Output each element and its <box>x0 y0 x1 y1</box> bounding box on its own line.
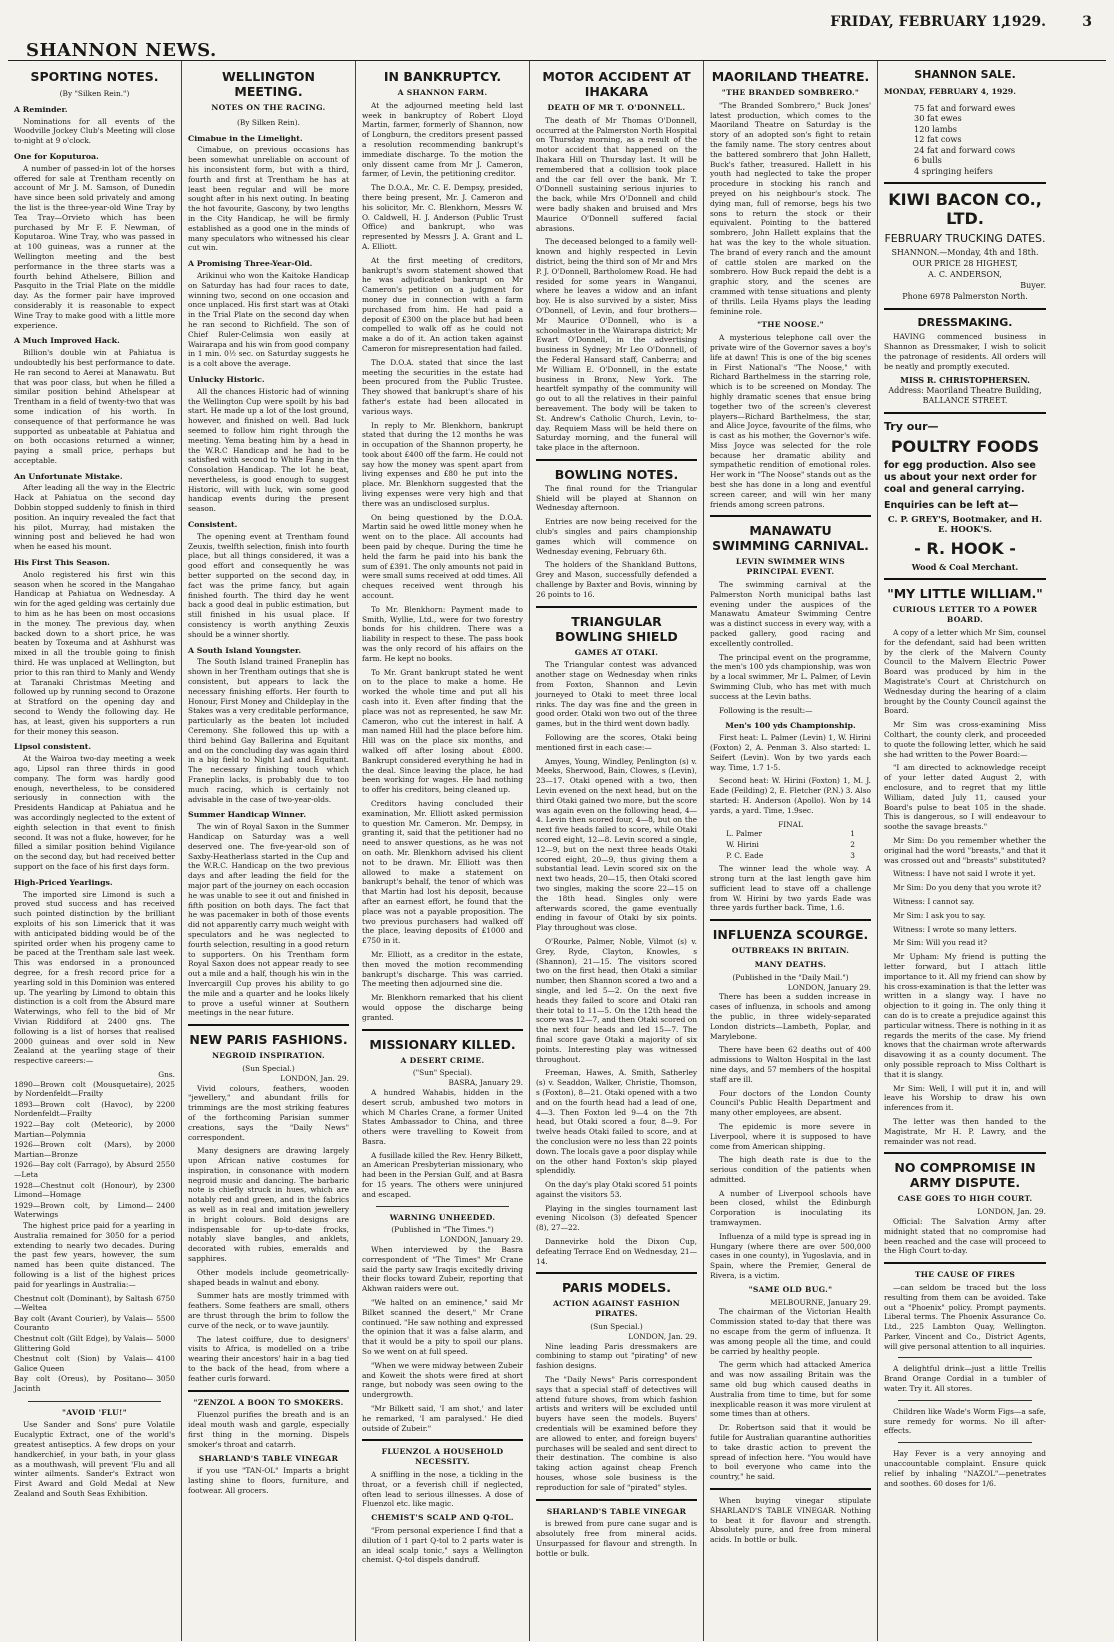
subheading: One for Koputuroa. <box>14 151 99 161</box>
article-headline: TRIANGULAR BOWLING SHIELD <box>555 613 678 644</box>
article-headline: BOWLING NOTES. <box>554 466 679 482</box>
paragraph: Influenza of a mild type is spread ing in Hungary (where there are over 500,000 cases in one county), in Yugoslavia, and in Spain, where the Premier, General de Rivera, is a victim. <box>710 1231 871 1281</box>
final-label: FINAL <box>778 819 803 829</box>
ad-headline: SHARLAND'S TABLE VINEGAR <box>198 1453 339 1463</box>
dressmaking-title: DRESSMAKING. <box>917 316 1013 330</box>
dateline: LONDON, January 29. <box>787 982 871 992</box>
table-row: 1926—Bay colt (Farrago), by Absurd—Leta 2550 <box>14 1160 175 1180</box>
dressmaker-name: MISS R. CHRISTOPHERSEN. <box>900 375 1030 386</box>
paragraph: The winner lead the whole way. A strong turn at the last length gave him sufficient lead to stave off a challenge from W. Hirini by two yards Eade was three yards further back. Time, 1.6. <box>710 864 871 913</box>
kiwi-line: A. C. ANDERSON, <box>928 270 1002 280</box>
stock-list <box>884 103 1046 177</box>
kiwi-line: SHANNON.—Monday, 4th and 18th. <box>891 248 1039 258</box>
ad-text: Use Sander and Sons' pure Volatile Eucalyptic Extract, one of the world's greatest antiseptics. A few drops on your handkerchief, in your bath, in your glass as a mouthwash, will prevent 'Flu and all winter ailments. Sander's Extract won First Award and Gold Medal at New Zealand and South Seas Exhibition. <box>14 1420 175 1498</box>
byline: (By Silken Rein). <box>237 117 300 127</box>
paper-name: SHANNON NEWS. <box>26 40 217 61</box>
dateline: LONDON, January 29. <box>439 1235 523 1245</box>
article-headline: SPORTING NOTES. <box>30 69 159 84</box>
paragraph: Playing in the singles tournament last evening Nicolson (3) defeated Spencer (8), 27—22. <box>536 1203 697 1233</box>
list-item: 120 lambs <box>914 123 957 134</box>
ad-headline: CHEMIST'S SCALP AND Q-TOL. <box>371 1513 514 1523</box>
paragraph: Following is the result:— <box>719 705 813 715</box>
article-subheadline: "SAME OLD BUG." <box>748 1284 833 1294</box>
paragraph: Creditors having concluded their examination, Mr. Elliott asked permission to question Mr. Cameron. Mr. Dempsy, in granting it, said that the petitioner had no need to answer questions, as he was not on oath. Mr. Blenkhorn advised his client not to be drawn. Mr. Elliott was then allowed to make a statement on bankrupt's behalf, the tenor of which was that Martin had lost his deposit, because after an earnest effort, he found that the place was not a payable proposition. The two previous purchasers had walked off the place, leaving deposits of £1000 and £750 in it. <box>362 798 523 946</box>
paragraph: Mr Sim: Well, I will put it in, and will leave his Worship to draw his own inferences from it. <box>884 1083 1046 1113</box>
subheading: High-Priced Yearlings. <box>14 877 113 887</box>
paragraph: "When we were midway between Zubeir and Koweit the shots were fired at short range, but nobody was seen owing to the undergrowth. <box>362 1360 523 1400</box>
article-subheadline: GAMES AT OTAKI. <box>574 647 659 657</box>
divider <box>710 515 871 517</box>
paragraph: To Mr. Blenkhorn: Payment made to Smith, Wyllie, Ltd., were for two forestry bonds for his children. There was a liability in respect to these. The pass book was the only record of his affairs on the farm. He kept no books. <box>362 604 523 663</box>
columns <box>8 61 1106 1641</box>
subheading: Summer Handicap Winner. <box>188 810 307 820</box>
paragraph: The D.O.A., Mr. C. E. Dempsy, presided, there being present, Mr. J. Cameron and his solicitor, Mr. C. Blenkhorn, Messrs W. O. Caldwell, H. J. Anderson (Public Trust Office) and bankrupt, who was represented by Messrs J. A. Grant and L. A. Elliott. <box>362 183 523 251</box>
ad-text: —can seldom be traced but the loss resulting from them can be avoided. Take out a "Phoenix" policy. Prompt payments. Liberal terms. The Phoenix Assurance Co. Ltd., 225 Lambton Quay, Wellington. Parker, Vincent and Co., District Agents, will give personal attention to all inquiries. <box>884 1282 1046 1351</box>
article-subheadline: WARNING UNHEEDED. <box>389 1212 496 1222</box>
list-item: 24 fat and forward cows <box>914 144 1016 155</box>
paragraph: "The Branded Sombrero," Buck Jones' latest production, which comes to the Maoriland Theatre on Saturday is the story of an adopted son's fight to retain the family name. The story centres about the battered sombrero that John Hallett, Buck's father, treasured. Hallett in his youth had neglected to take the proper procedure in stocking his ranch and preyed on his neighbour's stock. The dying man, full of remorse, begs his two sons to return the stock or their equivalent. Pointing to the battered sombrero, John Hallett explains that the hat was the key to the whole situation. The brand of every ranch and the amount of cattle stolen are marked on the sombrero. How Buck repaid the debt is a graphic story, and the scenes are crammed with tense situations and plenty of thrills. Leila Hyams plays the leading feminine role. <box>710 100 871 316</box>
dateline: LONDON, Jan. 29. <box>280 1073 349 1083</box>
paragraph: Vivid colours, feathers, wooden "jewellery," and abundant frills for trimmings are the most striking features of the forthcoming Parisian summer creations, says the "Daily News" correspondent. <box>188 1083 349 1142</box>
yearling-sales-nz <box>14 1080 175 1221</box>
divider <box>536 1499 697 1501</box>
poultry-enquiries: Enquiries can be left at— <box>884 500 1019 512</box>
divider <box>898 1442 1032 1443</box>
article-subheadline: ACTION AGAINST FASHION PIRATES. <box>552 1299 681 1319</box>
divider <box>362 1029 523 1031</box>
final-results <box>726 829 855 861</box>
dateline: LONDON, Jan. 29. <box>977 1207 1046 1217</box>
kiwi-bacon-subtitle: FEBRUARY TRUCKING DATES. <box>884 232 1046 246</box>
subheading: Men's 100 yds Championship. <box>725 721 856 731</box>
paragraph: Nine leading Paris dressmakers are combining to stamp out "pirating" of new fashion designs. <box>536 1341 697 1371</box>
divider <box>884 308 1046 310</box>
column-maoriland-theatre <box>704 61 878 1641</box>
masthead <box>8 10 1106 61</box>
paragraph: The principal event on the programme, the men's 100 yds championship, was won by a local swimmer, Mr L. Palmer, of Levin Swimming Club, who has met with much success at the Levin baths. <box>710 652 871 701</box>
column-in-bankruptcy <box>356 61 530 1641</box>
table-row: Chestnut colt (Sion) by Valais—Galice Queen 4100 <box>14 1354 175 1373</box>
paragraph: Entries are now being received for the club's singles and pairs championship games which will commence on Wednesday evening, February 6th. <box>536 517 697 556</box>
list-item: 6 bulls <box>914 155 942 166</box>
divider <box>884 182 1046 184</box>
subheading: Lipsol consistent. <box>14 742 92 752</box>
article-subheadline: "THE BRANDED SOMBRERO." <box>721 88 860 97</box>
paragraph: When interviewed by the Basra correspondent of "The Times" Mr Crane said the party saw Iraqis excitedly driving their flocks toward Zubeir, reporting that Akhwan raiders were out. <box>362 1245 523 1294</box>
list-item: 12 fat cows <box>914 134 962 145</box>
source-line: (Published in the "Daily Mail.") <box>732 972 849 982</box>
divider <box>362 1439 523 1441</box>
paragraph: On being questioned by the D.O.A. Martin said he owed little money when he went on to the place. All accounts had been paid by cheque. During the time he held the farm he paid into his bank the sum of £391. The only amounts not paid in were small sums received at odd times. All cheques received went through his account. <box>362 512 523 601</box>
column-motor-accident <box>530 61 704 1641</box>
article-headline: IN BANKRUPTCY. <box>383 69 502 84</box>
kiwi-line: OUR PRICE 28 HIGHEST, <box>912 259 1018 269</box>
paragraph: Other models include geometrically-shaped beads in walnut and ebony. <box>188 1267 349 1287</box>
paragraph: Second heat: W. Hirini (Foxton) 1, M. J. Eade (Feilding) 2, E. Fletcher (P.N.) 3. Also started: H. Anderson (Apollo). Won by 14 yards, a yard. Time, 1.9sec. <box>710 776 871 815</box>
poultry-shop: C. P. GREY'S, Bootmaker, and H. E. HOOK'S. <box>887 515 1043 536</box>
paragraph: The highest price paid for a yearling in Australia remained for 3050 for a period extending to nearly two decades. During the past few years, however, the sum named has been quite distanced. The following is a list of the highest prices paid for yearlings in Australia:— <box>14 1221 175 1289</box>
dateline: LONDON, Jan. 29. <box>628 1331 697 1341</box>
paragraph: Witness: I wrote so many letters. <box>893 924 1017 934</box>
paragraph: The imported sire Limond is such a proved stud success and has received such pointed distinction by the brilliant exploits of his son Limerick that it was with anticipated bidding would be of the spirited order when his progeny came to be paced at the Trentham sale last week. This was endorsed in a pronounced degree, for a fresh record price for a yearling sold in this Dominion was entered up. The yearling by Limond to obtain this distinction is a colt from the Absurd mare Waterwings, who fell to the bid of Mr Vivian Riddiford at 2400 gns. The following is a list of horses that realised 2000 guineas and over sold in New Zealand at the yearling stage of their respective careers:— <box>14 889 175 1066</box>
divider <box>188 1390 349 1392</box>
article-headline: NO COMPROMISE IN ARMY DISPUTE. <box>894 1160 1036 1191</box>
sale-date: MONDAY, FEBRUARY 4, 1929. <box>884 87 1016 96</box>
dateline: BASRA, January 29. <box>448 1078 523 1088</box>
article-headline: MANAWATU SWIMMING CARNIVAL. <box>712 523 869 554</box>
subheading: A Much Improved Hack. <box>14 336 120 346</box>
paragraph: Four doctors of the London County Council's Public Health Department and many other employees, are absent. <box>710 1088 871 1118</box>
article-subheadline: LEVIN SWIMMER WINS PRINCIPAL EVENT. <box>735 557 846 577</box>
article-headline: MISSIONARY KILLED. <box>369 1036 516 1052</box>
paragraph: Dannevirke hold the Dixon Cup, defeating Terrace End on Wednesday, 21—14. <box>536 1237 697 1266</box>
byline: (By "Silken Rein.") <box>59 89 130 98</box>
article-subheadline: NEGROID INSPIRATION. <box>212 1051 325 1061</box>
paragraph: Mr. Blenkhorn remarked that his client would oppose the discharge being granted. <box>362 993 523 1022</box>
divider <box>710 919 871 921</box>
paragraph: A mysterious telephone call over the private wire of the Governor saves a boy's life at dawn! This is one of the big scenes in First National's "The Noose," with Richard Barthelmess in the starring role, which is to be screened on Monday. The highly dramatic scenes that ensue bring together two of the screen's cleverest players—Richard Barthelmess, the star, and Alice Joyce, favourite of the films, who is cast as his mother, the Governor's wife. Miss Joyce was selected for the role because her dramatic ability and sympathetic rendition of emotional roles. Her work in "The Noose" stands out as the best she has done in a long and eventful screen career, and will win her many friends among screen patrons. <box>710 333 871 509</box>
paragraph: The latest coiffure, due to designers' visits to Africa, is modelled on a tribe wearing their ancestors' hair in a bag tied to the back of the head, from where a feather curls forward. <box>188 1334 349 1383</box>
page-number: 3 <box>1082 14 1092 30</box>
paragraph: The D.O.A. stated that since the last meeting the securities in the estate had been procured from the Public Trustee. They showed that bankrupt's share of his father's estate had been allocated in various ways. <box>362 357 523 416</box>
divider <box>898 1357 1032 1358</box>
paragraph: Witness: I cannot say. <box>893 897 975 906</box>
divider <box>898 1400 1032 1401</box>
paragraph: Witness: I have not said I wrote it yet. <box>893 869 1036 879</box>
paragraph: Mr Sim was cross-examining Miss Colthart, the county clerk, and proceeded to quote the following letter, which he said she had written to the Power Board:— <box>884 720 1046 759</box>
article-subheadline: "THE NOOSE." <box>757 320 824 330</box>
ad-headline: "ZENZOL A BOON TO SMOKERS. <box>193 1397 344 1407</box>
article-headline: MOTOR ACCIDENT AT IHAKARA <box>542 69 691 99</box>
paragraph: Mr Upham: My friend is putting the letter forward, but I attach little importance to it. All my friend can show by his cross-examination is that the letter was written in a slangy way. I have no objection to it going in. The only thing it can do is to create a prejudice against this particular witness. There is nothing in it as regards the merits of the case. My friend knows that the chairman wrote afterwards disavowing it as a county document. The only possible reproach to Miss Colthart is that it is slangy. <box>884 952 1046 1079</box>
paragraph: A hundred Wahabis, hidden in the desert scrub, ambushed two motors in which M Charles Crane, a former United States Ambassador to China, and three others were travelling to Koweit from Basra. <box>362 1087 523 1146</box>
paragraph: At the Wairoa two-day meeting a week ago, Lipsol ran three thirds in good company. The form was hardly good enough, nevertheless, to be considered seriously in connection with the Presidents Handicap at Pahiatua and he was accordingly neglected to the extent of eighth selection in that event to finish second. It was not a fluke, however, for he filled a similar position behind Vigilance on the second day, but had received better support on the face of his first days form. <box>14 754 175 871</box>
paragraph: Mr Sim: Do you remember whether the original had the word "breasts," and that it was crossed out and "breasts" substituted? <box>884 836 1046 865</box>
subheading: A Promising Three-Year-Old. <box>188 259 313 269</box>
paragraph: Amyes, Young, Windley, Penlington (s) v. Meeks, Sherwood, Bain, Clowes, s (Levin), 23—17. Otaki opened with a two, then Levin evened on the next head, but on the third Otaki gained two more, but the score was again even on the following head, 4—4. Levin then scored four, 4—8, but on the next five heads failed to score, while Otaki scored eight, 12—8. Levin scored a single, 12—9, but on the next three heads Otaki scored eight, 20—9, thus giving them a substantial lead. Levin scored six on the next two heads, 20—15, then Otaki scored two singles, making the score 22—15 on the 18th head. Singles only were afterwards scored, the game eventually ending in favour of Otaki by six points. Play throughout was close. <box>536 756 697 933</box>
paragraph: "Mr Bilkett said, 'I am shot,' and later he remarked, 'I am paralysed.' He died outside of Zubeir." <box>362 1404 523 1433</box>
source-line: (Sun Special.) <box>242 1063 295 1073</box>
list-item: 30 fat ewes <box>914 113 962 124</box>
paragraph: All the chances Historic had of winning the Wellington Cup were spoilt by his bad start. He made up a lot of the lost ground, however, and finished on well. Bad luck seemed to follow him right through the meeting. Yema beating him by a head in the W.R.C Handicap and he had to be satisfied with second to White Fang in the Consolation Handicap. The lot he beat, nevertheless, is good enough to suggest Historic, will with luck, win some good handicap events during the present season. <box>188 386 349 514</box>
paragraph: Mr Sim: Will you read it? <box>893 938 988 948</box>
article-subheadline: CURIOUS LETTER TO A POWER BOARD. <box>892 605 1038 625</box>
ad-text: "From personal experience I find that a dilution of 1 part Q-tol to 2 parts water is an ideal scalp tonic," says a Wellington chemist. Q-tol dispels dandruff. <box>362 1525 523 1565</box>
poultry-try: Try our— <box>884 420 939 434</box>
divider <box>884 578 1046 580</box>
paragraph: Anolo registered his first win this season when he scored in the Mangahao Handicap at Pahiatua on Wednesday. A win for the aged gelding was certainly due to him as he has been on most occasions in the money. The previous day, when backed down to a short price, he was beaten by Toxeuma and at Ashhurst was mixed in all the trouble going to finish third. He was unplaced at Wellington, but prior to this ran third to Manly and Wendy at Taranaki Christmas Meeting and followed up by running second to Orazone at Stratford on the opening day and second to Wendy the following day. He has, at least, given his supporters a run for their money this season. <box>14 569 175 736</box>
paragraph: The epidemic is more severe in Liverpool, where it is supposed to have come from American shipping. <box>710 1121 871 1151</box>
paragraph: A number of passed-in lot of the horses offered for sale at Trentham recently on account of Mr J. M. Samson, of Dunedin have since been sold privately and among the list is the three-year-old Wine Tray by Tea Tray—Orvieto which has been purchased by Mr F. F. Newman, of Koputaroa. Wine Tray, who was passed in at 100 guineas, was a runner at the Wellington meeting and the best performance in the three starts was a fourth behind Athelsere, Billion and Pasquito in the Trial Plate on the middle day. As the former pair have improved considerably it is reasonable to expect Wine Tray to make good with a little more experience. <box>14 163 175 330</box>
ad-headline: THE CAUSE OF FIRES <box>914 1270 1016 1280</box>
divider <box>884 1152 1046 1154</box>
paragraph: O'Rourke, Palmer, Noble, Vilmot (s) v. Grey, Ryde, Clayton, Knowles, s (Shannon), 21—15. The visitors scored two on the first head, then Otaki a similar number, then Shannon scored a two and a single, and led 5—2. On the next five heads they failed to score and Otaki ran their total to 11—5. On the 12th head the score was 12—7, and then Otaki scored on the next four heads and led 15—7. The final score gave Otaki a majority of six points. Interesting play was witnessed throughout. <box>536 936 697 1064</box>
paragraph: "We halted on an eminence," said Mr Bilket scanned the desert," Mr Crane continued. "He saw nothing and expressed the opinion that it was a false alarm, and that it would be a pity to spoil our plans. So we went on at full speed. <box>362 1298 523 1357</box>
paragraph: Summer hats are mostly trimmed with feathers. Some feathers are small, others are thrust through the brim to follow the curve of the neck, or to wave jauntily. <box>188 1291 349 1330</box>
ad-text: A delightful drink—just a little Trellis Brand Orange Cordial in a tumbler of water. Try it. All stores. <box>884 1364 1046 1394</box>
article-headline: PARIS MODELS. <box>561 1280 671 1296</box>
article-subheadline: A SHANNON FARM. <box>397 88 488 97</box>
list-item: 75 fat and forward ewes <box>914 102 1016 113</box>
paragraph: Cimabue, on previous occasions has been somewhat unreliable on account of his inconsistent form, but with a third, fourth and first at Trentham he has at least been regular and will be more sought after in his next outing. In beating the hot favourite, Gascony, by two lengths in the City Handicap, he will be firmly established as a good one in the minds of many speculators who witnessed his clear cut win. <box>188 145 349 253</box>
yearling-sales-australia <box>14 1294 175 1395</box>
ad-text: Children like Wade's Worm Figs—a safe, sure remedy for worms. No ill after-effects. <box>884 1406 1046 1436</box>
article-headline: "MY LITTLE WILLIAM." <box>887 586 1043 602</box>
paragraph: The death of Mr Thomas O'Donnell, occurred at the Palmerston North Hospital on Thursday morning, as a result of the motor accident that happened on the Ihakara Hill on Thursday last. It will be remembered that a collision took place and the car fell over the bank. Mr T. O'Donnell sustaining serious injuries to the back, while Mrs O'Donnell and child were badly shaken and bruised and Mrs Maurice O'Donnell suffered facial abrasions. <box>536 115 697 233</box>
subheading: Cimabue in the Limelight. <box>188 133 303 143</box>
subheading: Consistent. <box>188 520 238 530</box>
paragraph: The win of Royal Saxon in the Summer Handicap on Saturday was a well deserved one. The five-year-old son of Saxby-Heatherlass started in the Cup and the W.R.C. Handicap on the two previous days and after leading the field for the major part of the journey on each occasion he was unable to see it out and finished in fifth position on both days. The fact that he was pacemaker in both of those events did not apparently carry much weight with speculators and he was neglected to fourth selection, resulting in a good return to supporters. On his Trentham form Royal Saxon does not appear ready to see out a mile and a half, though his win in the Invercargill Cup proves his ability to go the mile and a quarter and he looks likely to prove a useful winner at Southern meetings in the near future. <box>188 822 349 1018</box>
kiwi-line: Buyer. <box>1020 281 1046 291</box>
paragraph: The deceased belonged to a family well-known and highly respected in Levin district, being the third son of Mr and Mrs P. J. O'Donnell, Bartholomew Road. He had resided for some years in Wanganui, where he leaves a widow and an infant boy. He is also survived by a sister, Miss O'Donnell, of Levin, and four brothers—Mr Maurice O'Donnell, who is a schoolmaster in the Wairarapa district; Mr Ewart O'Donnell, in the advertising business in Sydney; Mr Leo O'Donnell, of the Federal Hansard staff, Canberra; and Mr William E. O'Donnell, in the estate business in Bronx, New York. The heartfelt sympathy of the community will go out to all the relatives in their painful bereavement. The body will be taken to St. Andrew's Catholic Church, Levin, to-day. Requiem Mass will be held there on Saturday morning, and the funeral will take place in the afternoon. <box>536 237 697 453</box>
issue-year: 1929. <box>1002 14 1046 30</box>
ad-text: is brewed from pure cane sugar and is absolutely free from mineral acids. Unsurpassed for flavour and strength. In bottle or bulk. <box>536 1519 697 1558</box>
paragraph: A number of Liverpool schools have been closed, whilst the Edinburgh Corporation is inoculating its tramwaymen. <box>710 1188 871 1228</box>
dressmaker-address: Address: Maoriland Theatre Building, BALLANCE STREET. <box>888 386 1042 406</box>
paragraph: At the adjourned meeting held last week in bankruptcy of Robert Lloyd Martin, farmer, formerly of Shannon, now of Longburn, the creditors present passed a resolution recommending bankrupt's immediate discharge. To the motion the only dissent came from Mr J. Cameron, farmer, of Levin, the petitioning creditor. <box>362 100 523 179</box>
ad-text: Hay Fever is a very annoying and unaccountable complaint. Ensure quick relief by inhaling "NAZOL"—penetrates and soothes. 60 doses for 1/6. <box>884 1449 1046 1488</box>
article-headline: INFLUENZA SCOURGE. <box>712 927 869 943</box>
paragraph: The "Daily News" Paris correspondent says that a special staff of detectives will attend future shows, from which fashion artists and writers will be excluded until buyers have seen the models. Buyers' credentials will be examined before they are allowed to enter, and foreign buyers' purchases will be sealed and sent direct to their destination. The combine is also taking action against cheap French houses, whose sole business is the reproduction for sale of "pirated" styles. <box>536 1375 697 1492</box>
paragraph: The letter was then handed to the Magistrate, Mr H. P. Lawry, and the remainder was not read. <box>884 1116 1046 1146</box>
table-row: 1890—Brown colt (Mousquetaire), by Nordenfeldt—Frailty 2025 <box>14 1079 175 1099</box>
paragraph: Billion's double win at Pahiatua is undoubtedly his best performance to date. He ran second to Aerei at Manawatu. But that was poor class, but when he filled a similar position behind Athelspear at Trentham in a field of twenty-two that was some indication of his worth. In consequence of that performance he was supported as unbeatable at Pahiatua and on both occasions returned a winner, paying a small price, perhaps but acceptable. <box>14 348 175 465</box>
ad-headline: FLUENZOL A HOUSEHOLD NECESSITY. <box>381 1447 504 1467</box>
paragraph: The final round for the Triangular Shield will be played at Shannon on Wednesday afternoon. <box>536 483 697 513</box>
paragraph: Mr Sim: Do you deny that you wrote it? <box>893 883 1042 893</box>
divider <box>536 606 697 608</box>
table-row: P. C. Eade 3 <box>726 850 855 860</box>
paragraph: A copy of a letter which Mr Sim, counsel for the defendant, said had been written by the clerk of the Malvern County Council to the Malvern Electric Power Board was produced by him in the Magistrate's Court at Christchurch on Wednesday during the hearing of a claim brought by the County Council against the Board. <box>884 628 1046 716</box>
divider <box>28 1401 161 1402</box>
subheading: A Reminder. <box>14 104 68 114</box>
table-row: 1922—Bay colt (Meteoric), by Martian—Polymnia 2000 <box>14 1120 175 1139</box>
divider <box>188 1024 349 1026</box>
paragraph: The South Island trained Franeplin has shown in her Trentham outings that she is consistent, but appears to lack the necessary finishing efforts. Her fourth to Honour, First Money and Childeplay in the Stakes was a very creditable performance, particularly as the beaten lot included Ceremony. She followed this up with a third behind Gay Ballerina and Equitant and on the concluding day was again third in a big field to Night Lad and Equitant. The necessary finishing touch which Franeplin lacks, is probably due to too much racing, which is certainly not advisable in the case of two-year-olds. <box>188 657 349 804</box>
column-sporting-notes <box>8 61 182 1641</box>
article-subheadline: DEATH OF MR T. O'DONNELL. <box>547 103 686 112</box>
gns-label: Gns. <box>158 1069 175 1079</box>
divider <box>710 1488 871 1490</box>
paragraph: The opening event at Trentham found Zeuxis, twelfth selection, finish into fourth place, but all things considered, it was a good effort and consequently he was better supported on the second day, in fact was the prime fancy, but again finished fourth. The third day he went back a good deal in public estimation, but still finished in his usual place. If consistency is worth anything Zeuxis should be a winner shortly. <box>188 531 349 639</box>
paragraph: Arikinui who won the Kaitoke Handicap on Saturday has had four races to date, winning two, second on one occasion and once unplaced. His first start was at Otaki in the Trial Plate on the second day when he ran second to Richfield. The son of Chief Ruler-Celimsia won easily at Wairarapa and his win from good company in 1 min. 0½ sec. on Saturday suggests he is a colt above the average. <box>188 270 349 369</box>
divider <box>884 412 1046 414</box>
article-subheadline: MANY DEATHS. <box>754 959 827 969</box>
paragraph: After leading all the way in the Electric Hack at Pahiatua on the second day Dobbin stopped suddenly to finish in third position. An inquiry revealed the fact that his pilot, Murray, had mistaken the winning post and believed he had won when he eased his mount. <box>14 483 175 552</box>
table-row: Chestnut colt (Gilt Edge), by Valais—Glittering Gold 5000 <box>14 1333 175 1353</box>
paragraph: There have been 62 deaths out of 400 admissions to Walton Hospital in the last nine days, and 57 members of the hospital staff are ill. <box>710 1045 871 1084</box>
issue-date: FRIDAY, FEBRUARY 1, <box>830 14 1006 30</box>
article-subheadline: A DESERT CRIME. <box>400 1055 485 1065</box>
table-row: 1929—Brown colt, by Limond—Waterwings 2400 <box>14 1200 175 1220</box>
paragraph: Following are the scores, Otaki being mentioned first in each case:— <box>536 733 697 752</box>
paragraph: The Triangular contest was advanced another stage on Wednesday when rinks from Foxton, Shannon and Levin journeyed to Otaki to meet three local rinks. The day was fine and the green in good order. Otaki won two out of the three games, but in the third went down badly. <box>536 660 697 729</box>
poultry-text: for egg production. Also see us about your next order for coal and general carrying. <box>884 460 1037 496</box>
paragraph: The swimming carnival at the Palmerston North municipal baths last evening under the auspices of the Manawatu Amateur Swimming Centre was a distinct success in every way, with a packed gallery, good racing and excellently controlled. <box>710 580 871 648</box>
ad-text: HAVING commenced business in Shannon as Dressmaker, I wish to solicit the patronage of residents. All orders will be neatly and promptly executed. <box>884 332 1046 371</box>
table-row: Chestnut colt (Dominant), by Saltash—Weltea 6750 <box>14 1293 175 1313</box>
table-row: L. Palmer 1 <box>726 829 855 839</box>
kiwi-line: Phone 6978 Palmerston North. <box>902 292 1028 302</box>
source-line: ("Sun" Special). <box>412 1068 473 1078</box>
paragraph: There has been a sudden increase in cases of influenza, in schools and among the public, in three widely-separated London districts—Lambeth, Poplar, and Marylebone. <box>710 992 871 1041</box>
article-headline: WELLINGTON MEETING. <box>221 69 316 99</box>
paragraph: The chairman of the Victorian Health Commission stated to-day that there was no escape from the germ of influenza. It was among people all the time, and could be carried by healthy people. <box>710 1307 871 1356</box>
paragraph: First heat: L. Palmer (Levin) 1, W. Hirini (Foxton) 2, A. Penman 3. Also started: L. Seifert (Levin). Won by two yards each way. Time, 1.7 1-5. <box>710 733 871 772</box>
paragraph: In reply to Mr. Blenkhorn, bankrupt stated that during the 12 months he was in occupation of the Shannon property, he took about £400 off the farm. He could not say how the money was spent apart from living expenses and £80 he put into the place. Mr. Blenkhorn suggested that the living expenses were very high and that there was an undisclosed surplus. <box>362 420 523 508</box>
table-row: Bay colt (Avant Courier), by Valais—Couranto 5500 <box>14 1313 175 1333</box>
article-subheadline: NOTES ON THE RACING. <box>211 103 326 112</box>
subheading: An Unfortunate Mistake. <box>14 471 123 481</box>
hook-subtitle: Wood & Coal Merchant. <box>911 562 1019 573</box>
article-subheadline: OUTBREAKS IN BRITAIN. <box>731 946 850 956</box>
table-row: Bay colt (Oreus), by Positano—Jacinth 3050 <box>14 1374 175 1393</box>
ad-headline: SHARLAND'S TABLE VINEGAR <box>546 1506 687 1516</box>
subheading: His First This Season. <box>14 558 110 568</box>
paragraph: "I am directed to acknowledge receipt of your letter dated August 2, with enclosure, and to regret that my little William, dated July 11, caused your Board's pulse to beat 105 in the shade. This is dangerous, so I will endeavour to soothe the savage breasts." <box>884 763 1046 832</box>
paragraph: The high death rate is due to the serious condition of the patients when admitted. <box>710 1155 871 1184</box>
list-item: 4 springing heifers <box>914 165 993 176</box>
paragraph: Many designers are drawing largely upon African native costumes for inspiration, in consonance with modern negroid music and dancing. The barbaric note is chiefly struck in hues, which are notably red and green, and in the fabrics as well as in real and imitation jewellery in bright colours. Bold designs are indispensable for up-to-date frocks, notably slave bangles, and anklets, decorated with rubies, emeralds and sapphires. <box>188 1146 349 1264</box>
table-row: W. Hirini 2 <box>726 839 855 849</box>
paragraph: To Mr. Grant bankrupt stated he went on to the place to make a home. He worked the whole time and put all his cash into it. Even after finding that the place was not as represented, he saw Mr. Cameron, who cut the interest in half. A man named Hill had the place before him. Hill was on the place six months, and walked off after losing about £800. Bankrupt considered everything he had in the deal. Since leaving the place, he had been working for wages. He had nothing to offer his creditors, being cleaned up. <box>362 667 523 795</box>
divider <box>884 1262 1046 1264</box>
article-headline: MAORILAND THEATRE. <box>711 69 870 84</box>
poultry-title: POULTRY FOODS <box>890 437 1040 457</box>
article-subheadline: CASE GOES TO HIGH COURT. <box>897 1194 1033 1204</box>
divider <box>376 1206 509 1207</box>
ad-headline: "AVOID 'FLU!" <box>62 1407 127 1417</box>
paragraph: Freeman, Hawes, A. Smith, Satherley (s) v. Seaddon, Walker, Christie, Thomson, s (Foxton), 8—21. Otaki opened with a two and on the fourth head had a lead of one, 4—3. Then Foxton led 9—4 on the 7th head, but Otaki scored a four, 8—9. For twelve heads Otaki failed to score, and at the conclusion were no less than 22 points down. The locals gave a poor display while on the other hand Foxton's skip played splendidly. <box>536 1068 697 1176</box>
paragraph: Mr Sim: I ask you to say. <box>893 910 986 920</box>
source-line: (Sun Special.) <box>590 1322 643 1332</box>
divider <box>536 1272 697 1274</box>
ad-text: if you use "TAN-OL" Imparts a bright lasting shine to floors, furniture, and footwear. All grocers. <box>188 1466 349 1495</box>
paragraph: On the day's play Otaki scored 51 points against the visitors 53. <box>536 1180 697 1199</box>
paragraph: Nominations for all events of the Woodville Jockey Club's Meeting will close to-night at 9 o'clock. <box>14 116 175 146</box>
sale-title: SHANNON SALE. <box>914 68 1016 81</box>
column-advertisements <box>878 61 1052 1641</box>
ad-text: Fluenzol purifies the breath and is an ideal mouth wash and gargle, especially first thing in the morning. Dispels smoker's throat and catarrh. <box>188 1410 349 1449</box>
table-row: 1893—Brown colt (Havoc), by Nordenfeldt—Frailty 2200 <box>14 1099 175 1119</box>
table-row: 1926—Brown colt (Mars), by Martian—Bronze 2000 <box>14 1140 175 1159</box>
source-line: (Published in "The Times.") <box>391 1225 494 1235</box>
paragraph: Dr. Robertson said that it would be futile for Australian quarantine authorities to take drastic action to prevent the spread of infection here. "You would have to boil everyone who came into the country," he said. <box>710 1423 871 1482</box>
article-headline: NEW PARIS FASHIONS. <box>189 1032 348 1048</box>
ad-text: When buying vinegar stipulate SHARLAND'S TABLE VINEGAR. Nothing to beat it for flavour and strength. Absolutely pure, and free from mineral acids. In bottle or bulk. <box>710 1496 871 1545</box>
paragraph: A fusillade killed the Rev. Henry Bilkett, an American Presbyterian missionary, who had been in the Persian Gulf, and at Basra for 15 years. The others were uninjured and escaped. <box>362 1150 523 1199</box>
paragraph: The holders of the Shankland Buttons, Grey and Mason, successfully defended a challenge by Baxter and Bovis, winning by 26 points to 16. <box>536 560 697 599</box>
kiwi-bacon-title: KIWI BACON CO., LTD. <box>888 190 1042 229</box>
hook-title: - R. HOOK - <box>914 539 1016 559</box>
paragraph: Mr. Elliott, as a creditor in the estate, then moved the motion recommending bankrupt's discharge. This was carried. The meeting then adjourned sine die. <box>362 949 523 989</box>
subheading: A South Island Youngster. <box>188 645 302 655</box>
table-row: 1928—Chestnut colt (Honour), by Limond—Homage 2300 <box>14 1180 175 1200</box>
divider <box>536 459 697 461</box>
ad-text: A sniffling in the nose, a tickling in the throat, or a feverish chill if neglected, often lead to serious illnesses. A dose of Fluenzol etc. like magic. <box>362 1470 523 1509</box>
paragraph: Official: The Salvation Army after midnight stated that no compromise had been reached and the case will proceed to the High Court to-day. <box>884 1216 1046 1256</box>
subheading: Unlucky Historic. <box>188 374 265 384</box>
paragraph: The germ which had attacked America and was now assailing Britain was the same old bug which caused deaths in Australia from time to time, but for some inexplicable reason it was more virulent at some times than at others. <box>710 1360 871 1419</box>
dateline: MELBOURNE, January 29. <box>770 1297 871 1307</box>
column-wellington-meeting <box>182 61 356 1641</box>
paragraph: At the first meeting of creditors, bankrupt's sworn statement showed that he was adjudicated bankrupt on Mr Cameron's petition on a judgment for money due in connection with a farm purchased from him. He had paid a deposit of £300 on the place but had been compelled to walk off as he could not make a do of it. An action taken against Cameron for misrepresentation had failed. <box>362 255 523 353</box>
